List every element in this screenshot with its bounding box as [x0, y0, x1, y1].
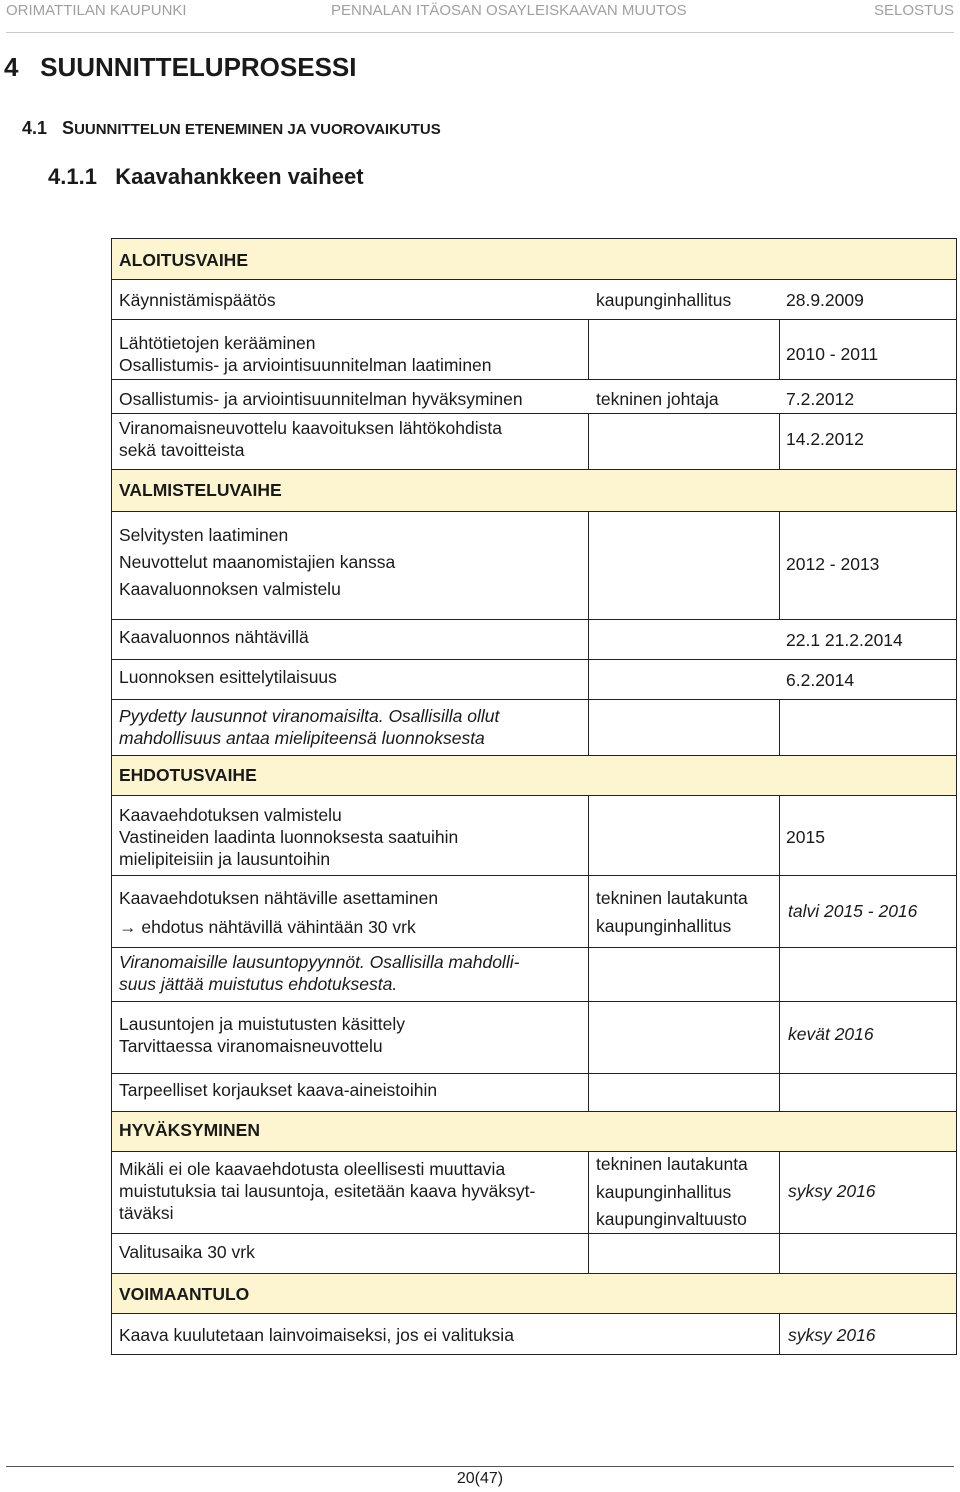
row-oas-org: tekninen johtaja — [596, 389, 719, 409]
row-valitusaika: Valitusaika 30 vrk — [119, 1242, 255, 1262]
col-divider — [779, 699, 780, 755]
rule — [112, 413, 957, 414]
col-divider — [588, 795, 589, 1111]
row-ehdotus-valm-line1: Kaavaehdotuksen valmistelu — [119, 805, 342, 825]
rule — [112, 511, 957, 512]
row-kaynnistys-org: kaupunginhallitus — [596, 290, 732, 310]
col-divider — [779, 511, 780, 619]
row-esittely: Luonnoksen esittelytilaisuus — [119, 667, 337, 687]
header-divider — [6, 32, 954, 33]
col-divider — [779, 319, 780, 379]
rule — [112, 875, 957, 876]
row-nahtaville-sub-text: ehdotus nähtävillä vähintään 30 vrk — [141, 917, 416, 937]
row-hyvaksyminen-org1: tekninen lautakunta — [596, 1154, 748, 1174]
row-hyvaksyminen-line2: muistutuksia tai lausuntoja, esitetään kaava hyväksyt- — [119, 1181, 536, 1201]
row-lausuntopyynnot-line2: suus jättää muistutus ehdotuksesta. — [119, 974, 398, 994]
section-heading — [22, 118, 441, 139]
footer-divider — [6, 1466, 954, 1467]
rule — [112, 1001, 957, 1002]
rule — [112, 279, 957, 280]
row-viranomais-date: 14.2.2012 — [786, 429, 864, 449]
header-document-title: PENNALAN ITÄOSAN OSAYLEISKAAVAN MUUTOS — [331, 2, 687, 19]
rule — [112, 659, 957, 660]
rule — [112, 469, 957, 470]
row-lausunnot-line1: Pyydetty lausunnot viranomaisilta. Osallisilla ollut — [119, 706, 500, 726]
row-oas: Osallistumis- ja arviointisuunnitelman hyväksyminen — [119, 389, 523, 409]
row-nahtaville: Kaavaehdotuksen nähtäville asettaminen — [119, 888, 439, 908]
row-hyvaksyminen-org2: kaupunginhallitus — [596, 1182, 732, 1202]
row-valmistelu-date: 2012 - 2013 — [786, 554, 880, 574]
col-divider — [588, 413, 589, 469]
phase-title-ehdotus: EHDOTUSVAIHE — [119, 765, 257, 785]
subsection-heading: 4.1.1 Kaavahankkeen vaiheet — [48, 164, 364, 189]
row-lahto-line2: Osallistumis- ja arviointisuunnitelman laatiminen — [119, 355, 492, 375]
row-esittely-date: 6.2.2014 — [786, 670, 855, 690]
row-lahto-date: 2010 - 2011 — [786, 344, 879, 364]
col-divider — [588, 511, 589, 755]
row-hyvaksyminen-line3: täväksi — [119, 1203, 174, 1223]
row-viranomais-line2: sekä tavoitteista — [119, 440, 245, 460]
rule — [112, 1354, 957, 1355]
rule — [112, 1151, 957, 1152]
section-initial: S — [62, 118, 75, 138]
section-number: 4.1 — [22, 118, 48, 138]
rule — [112, 1111, 957, 1112]
rule — [112, 619, 957, 620]
arrow-right-icon: → — [119, 917, 137, 937]
row-viranomais-line1: Viranomaisneuvottelu kaavoituksen lähtökohdista — [119, 418, 502, 438]
row-selvitykset: Selvitysten laatiminen — [119, 525, 289, 545]
row-hyvaksyminen-org3: kaupunginvaltuusto — [596, 1209, 747, 1229]
col-divider — [779, 795, 780, 1111]
col-divider — [588, 319, 589, 379]
rule — [112, 1313, 957, 1314]
row-nahtaville-org1: tekninen lautakunta — [596, 888, 748, 908]
row-oas-date: 7.2.2012 — [786, 389, 855, 409]
rule — [112, 319, 957, 320]
phase-title-voimaantulo: VOIMAANTULO — [119, 1284, 250, 1304]
row-lahto-line1: Lähtötietojen kerääminen — [119, 333, 316, 353]
row-hyvaksyminen-date: syksy 2016 — [788, 1181, 876, 1201]
rule — [112, 699, 957, 700]
row-nahtaville-org2: kaupunginhallitus — [596, 916, 732, 936]
row-nahtaville-date: talvi 2015 - 2016 — [788, 901, 918, 921]
row-ehdotus-valm-line3: mielipiteisiin ja lausuntoihin — [119, 849, 331, 869]
col-divider — [779, 1151, 780, 1273]
rule — [112, 795, 957, 796]
rule — [112, 1233, 957, 1234]
row-kaynnistys: Käynnistämispäätös — [119, 290, 276, 310]
col-divider — [779, 1313, 780, 1354]
chapter-heading: 4 SUUNNITTELUPROSESSI — [4, 52, 357, 82]
row-voimaantulo-date: syksy 2016 — [788, 1325, 876, 1345]
rule — [112, 379, 957, 380]
row-nahtaville-sub — [119, 916, 416, 938]
row-lausuntopyynnot-line1: Viranomaisille lausuntopyynnöt. Osallisilla mahdolli- — [119, 952, 520, 972]
row-kasittely-date: kevät 2016 — [788, 1024, 874, 1044]
row-luonnos-valmistelu: Kaavaluonnoksen valmistelu — [119, 579, 341, 599]
border-right — [956, 239, 957, 1355]
phase-title-hyvaksyminen: HYVÄKSYMINEN — [119, 1120, 260, 1140]
row-luonnos-nahtavilla-date: 22.1 21.2.2014 — [786, 630, 903, 650]
rule — [112, 755, 957, 756]
row-ehdotus-valm-date: 2015 — [786, 827, 825, 847]
row-kasittely-line1: Lausuntojen ja muistutusten käsittely — [119, 1014, 405, 1034]
phase-title-valmistelu: VALMISTELUVAIHE — [119, 480, 282, 500]
rule — [112, 947, 957, 948]
process-table — [111, 238, 957, 1355]
row-korjaukset: Tarpeelliset korjaukset kaava-aineistoihin — [119, 1080, 438, 1100]
row-luonnos-nahtavilla: Kaavaluonnos nähtävillä — [119, 627, 309, 647]
row-ehdotus-valm-line2: Vastineiden laadinta luonnoksesta saatuihin — [119, 827, 459, 847]
row-neuvottelut: Neuvottelut maanomistajien kanssa — [119, 552, 396, 572]
rule — [112, 1273, 957, 1274]
rule — [112, 1073, 957, 1074]
section-title: UUNNITTELUN ETENEMINEN JA VUOROVAIKUTUS — [74, 121, 441, 138]
row-kasittely-line2: Tarvittaessa viranomaisneuvottelu — [119, 1036, 383, 1056]
page-number: 20(47) — [456, 1470, 504, 1487]
phase-title-aloitus: ALOITUSVAIHE — [119, 250, 248, 270]
header-municipality: ORIMATTILAN KAUPUNKI — [6, 2, 187, 19]
header-section: SELOSTUS — [873, 2, 954, 19]
row-kaynnistys-date: 28.9.2009 — [786, 290, 864, 310]
row-voimaantulo: Kaava kuulutetaan lainvoimaiseksi, jos ei valituksia — [119, 1325, 514, 1345]
col-divider — [588, 1151, 589, 1273]
col-divider — [779, 413, 780, 469]
row-hyvaksyminen-line1: Mikäli ei ole kaavaehdotusta oleellisesti muuttavia — [119, 1159, 506, 1179]
row-lausunnot-line2: mahdollisuus antaa mielipiteensä luonnoksesta — [119, 728, 485, 748]
